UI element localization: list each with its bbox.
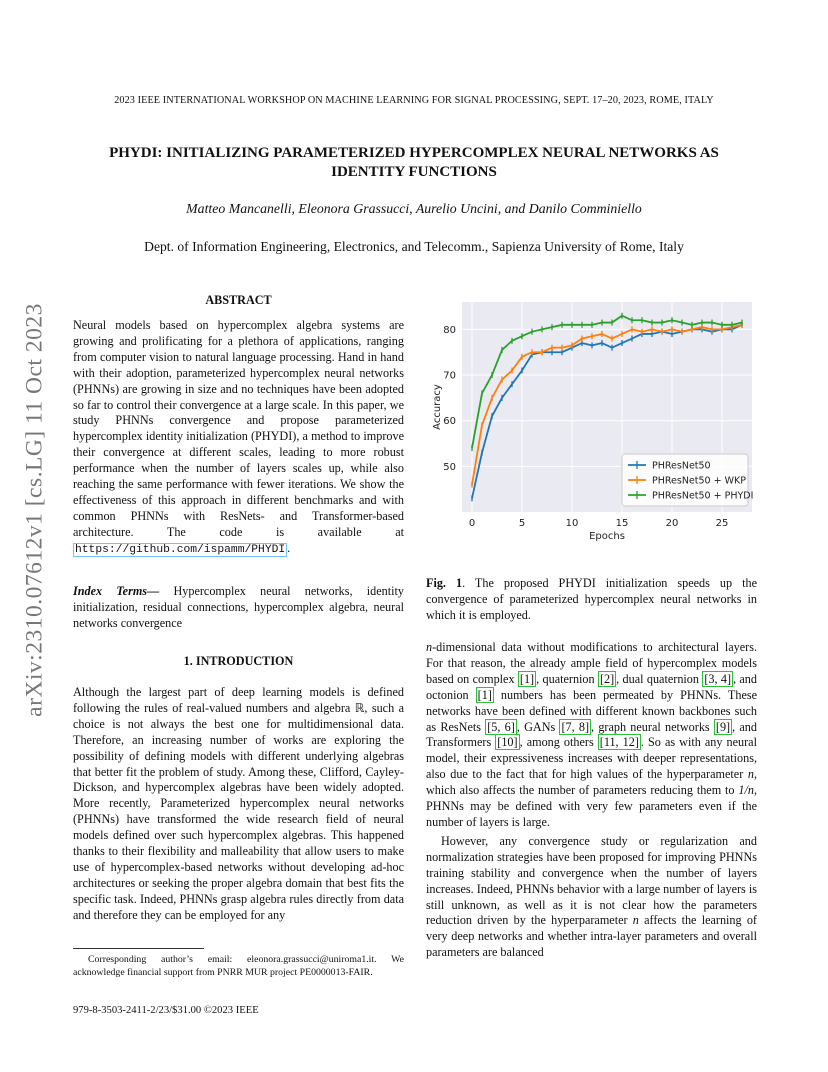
abstract-body (73, 318, 404, 559)
citation-9[interactable]: [9] (715, 719, 731, 734)
text: , dual quaternion (616, 671, 703, 686)
title-line-2: IDENTITY FUNCTIONS (331, 164, 497, 180)
text: , graph neural networks (591, 719, 714, 734)
citation-1b[interactable]: [1] (477, 687, 492, 702)
math-n: n (632, 913, 639, 928)
affiliation: Dept. of Information Engineering, Electronics, and Telecomm., Sapienza University of Rome, Italy (144, 239, 684, 254)
x-tick-label: 10 (565, 518, 579, 529)
text: numbers has been permeated by PHNNs. These networks have been defined with different known backbones such as ResNets (426, 687, 757, 734)
text: However, any convergence study or regularization and normalization strategies have been proposed for improving PHNNs training stability and convergence when the number of layers increases. Indeed, PHNNs behavior with a large number of layers is still unknown, as well as it is not clear how the parameters reduction driven by the hyperparameter (426, 833, 757, 928)
arxiv-stamp-text: arXiv:2310.07612v1 [cs.LG] 11 Oct 2023 (21, 303, 48, 717)
text: , among others (519, 735, 598, 750)
text: , which also affects the number of parameters reducing them to (426, 767, 757, 798)
abstract-text: Neural models based on hypercomplex algebra systems are growing and prolificating for a plethora of applications, ranging from computer vision to natural language processing. Hand in hand with their adoption, parameterized hypercomplex neural networks (PHNNs) are growing in size and no techniques have been adopted so far to control their convergence at a large scale. In this paper, we study PHNNs convergence and propose parameterized hypercomplex identity initialization (PHYDI), a method to improve their convergence at different scales, leading to more robust performance when the number of layers scales up, while also reaching the same performance with fewer iterations. We show the effectiveness of this approach in different benchmarks and with common PHNNs with ResNets- and Transformer-based architecture. The code is available at (73, 318, 404, 539)
intro-paragraph (73, 685, 404, 924)
x-tick-label: 0 (468, 518, 476, 529)
paper-title (74, 144, 754, 182)
text: . So as with any neural model, their expressiveness increases with deeper representations, also due to the fact that for high values of the hyperparameter (426, 735, 757, 782)
intro-text-b: , such a choice is not always the best one for multidimensional data. Therefore, an increasing number of works are exploring the possibility of defining models with different underlying algebras that better fit the problem of study. Among these, Clifford, Cayley-Dickson, and hypercomplex algebras have been widely adopted. More recently, Parameterized hypercomplex neural networks (PHNNs) have transformed the wide research field of neural models defined over such hypercomplex algebras. This happened thanks to their flexibility and malleability that allow users to make use of hypercomplex-based networks without developing ad-hoc architectures or seeking the proper algebra domain that best fits the specific task. Indeed, PHNNs grasp algebra rules directly from data and therefore they can be employed for any (73, 700, 404, 922)
intro-text-a: Although the largest part of deep learning models is defined following the rules of real-valued numbers and algebra (73, 685, 404, 715)
citation-11-12[interactable]: [11, 12] (599, 735, 639, 750)
accuracy-chart (426, 296, 760, 546)
index-terms-text: Hypercomplex neural networks, identity initialization, residual connections, hypercomplex algebra, neural networks convergence (73, 584, 404, 630)
x-tick-label: 20 (665, 518, 679, 529)
legend-label: PHResNet50 + WKP (652, 475, 746, 487)
citation-7-8[interactable]: [7, 8] (561, 719, 590, 734)
intro-heading: 1. INTRODUCTION (183, 654, 294, 668)
math-fraction: 1/n (738, 783, 754, 798)
text: , PHNNs may be defined with very few parameters even if the number of layers is large. (426, 783, 757, 829)
x-tick-label: 15 (615, 518, 629, 529)
citation-1[interactable]: [1] (519, 671, 535, 686)
authors: Matteo Mancanelli, Eleonora Grassucci, Aurelio Uncini, and Danilo Comminiello (186, 201, 642, 216)
footnote: Corresponding author’s email: eleonora.grassucci@uniroma1.it. We acknowledge financial support from PNRR MUR project PE0000013-FAIR. (73, 954, 404, 978)
text: -dimensional data without modifications to architectural layers. For that reason, the already ample field of hypercomplex models based on complex (426, 640, 757, 686)
text: , and octonion (426, 671, 757, 702)
title-line-1: PHYDI: INITIALIZING PARAMETERIZED HYPERCOMPLEX NEURAL NETWORKS AS (109, 145, 719, 161)
abstract-heading: ABSTRACT (205, 293, 272, 307)
math-n: n (426, 640, 433, 654)
text: , quaternion (536, 671, 598, 686)
text: , GANs (516, 719, 560, 734)
legend-label: PHResNet50 (652, 460, 711, 472)
citation-2[interactable]: [2] (599, 671, 615, 686)
abstract-end: . (287, 540, 291, 555)
caption-label: Fig. 1 (426, 576, 463, 591)
y-axis-label: Accuracy (432, 384, 443, 430)
real-numbers-symbol: ℝ (354, 700, 365, 715)
citation-5-6[interactable]: [5, 6] (487, 719, 515, 734)
text: affects the learning of very deep networks and whether intra-layer parameters and overall parameters are balanced (426, 913, 757, 960)
x-axis-label: Epochs (589, 531, 625, 542)
y-tick-label: 60 (443, 416, 456, 428)
intro-continued (426, 640, 757, 961)
math-n: n (747, 767, 754, 782)
index-terms (73, 584, 404, 632)
y-tick-label: 80 (443, 324, 456, 336)
x-tick-label: 25 (715, 518, 729, 529)
citation-3-4[interactable]: [3, 4] (704, 671, 732, 686)
copyright: 979-8-3503-2411-2/23/$31.00 ©2023 IEEE (73, 1005, 259, 1016)
caption-text: . The proposed PHYDI initialization speeds up the convergence of parameterized hypercomplex neural networks in which it is employed. (426, 576, 757, 622)
x-tick-label: 5 (518, 518, 526, 529)
citation-10[interactable]: [10] (497, 735, 518, 750)
y-tick-label: 50 (443, 461, 456, 473)
y-tick-label: 70 (443, 370, 456, 382)
legend-label: PHResNet50 + PHYDI (652, 490, 754, 502)
figure-caption (426, 564, 757, 636)
text: , and Transformers (426, 719, 757, 750)
code-link[interactable]: https://github.com/ispamm/PHYDI (75, 543, 286, 556)
conference-header: 2023 IEEE INTERNATIONAL WORKSHOP ON MACHINE LEARNING FOR SIGNAL PROCESSING, SEPT. 17–20, 2023, ROME, ITALY (114, 95, 714, 106)
footnote-rule (73, 948, 204, 949)
index-terms-label: Index Terms— (73, 584, 160, 598)
